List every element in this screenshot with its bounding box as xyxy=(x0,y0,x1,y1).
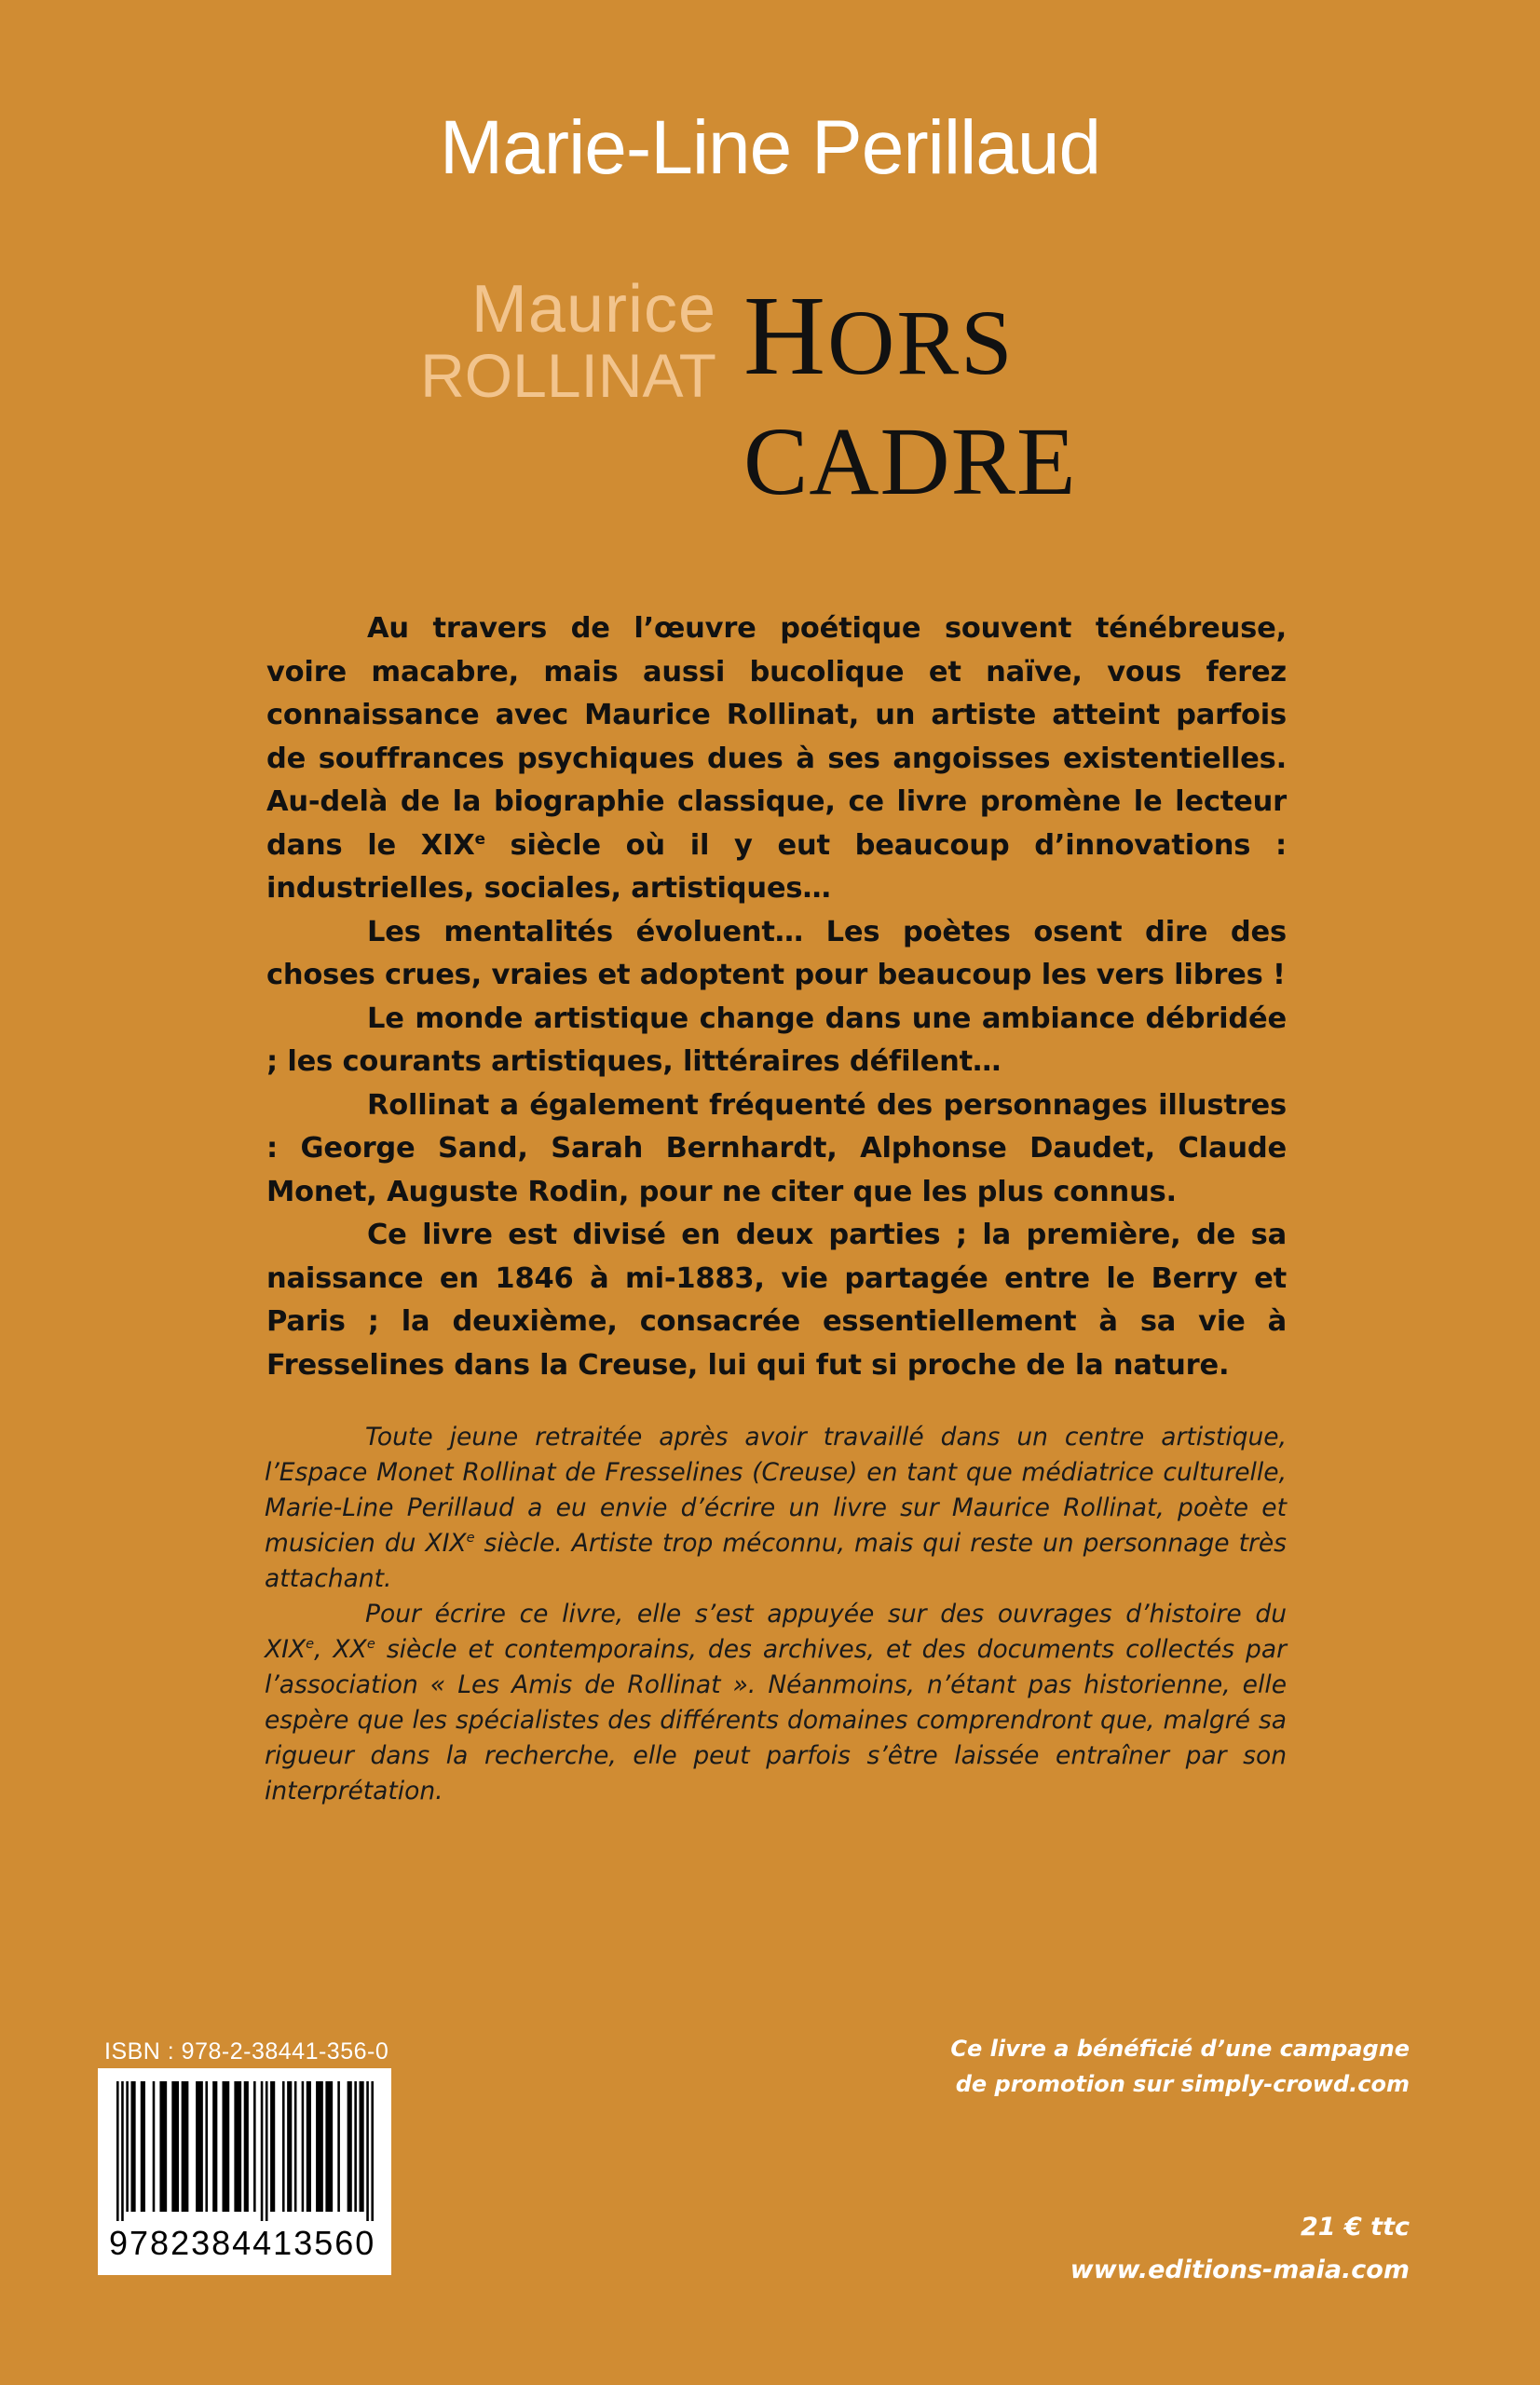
barcode-bar xyxy=(223,2081,230,2212)
barcode-bar xyxy=(348,2081,352,2212)
barcode-bar xyxy=(282,2081,285,2212)
barcode-bar xyxy=(253,2081,256,2212)
barcode-bar xyxy=(261,2081,264,2221)
barcode-bar xyxy=(316,2081,323,2212)
barcode-bar xyxy=(294,2081,297,2212)
barcode-digits: 9782384413560 xyxy=(109,2224,376,2262)
promotion-line: Ce livre a bénéficié d’une campagne xyxy=(950,2036,1410,2062)
barcode-bar xyxy=(196,2081,203,2212)
barcode-bar xyxy=(307,2081,311,2212)
summary-text: Au travers de l’œuvre poétique souvent ténébreuse, voire macabre, mais aussi bucolique et naïve, vous ferez connaissance avec Maurice Rollinat, un artiste atteint parfois de souffrances psychiques dues à ses angoisses existentielles. Au-delà de la biographie classique, ce livre promène le lecteur dans le XIX xyxy=(266,612,1287,862)
bio-text: siècle et contemporains, des archives, et des documents collectés par l’association « Les Amis de Rollinat ». Néanmoins, n’étant pas historienne, elle espère que les spécialistes des différents domaines comprendront que, malgré sa rigueur dans la recherche, elle peut parfois s’être laissée entraîner par son interprétation. xyxy=(265,1635,1287,1806)
title-rest: ORS xyxy=(827,291,1015,394)
barcode-bar xyxy=(287,2081,292,2212)
summary-paragraph: Ce livre est divisé en deux parties ; la première, de sa naissance en 1846 à mi-1883, vie partagée entre le Berry et Paris ; la deuxième, consacrée essentiellement à sa vie à Fresselines dans la Creuse, lui qui fut si proche de la nature. xyxy=(266,1219,1287,1382)
superscript: e xyxy=(466,1530,475,1547)
title-initial: H xyxy=(743,273,828,399)
barcode-bar xyxy=(159,2081,167,2212)
book-summary xyxy=(266,607,1287,1387)
barcode-bar xyxy=(141,2081,145,2212)
book-title xyxy=(743,273,1077,515)
barcode-bar xyxy=(126,2081,129,2212)
barcode-bar xyxy=(234,2081,241,2212)
barcode-bar xyxy=(371,2081,374,2221)
barcode xyxy=(98,2068,391,2275)
barcode-bar xyxy=(366,2081,369,2221)
barcode-bar xyxy=(116,2081,119,2221)
author-bio xyxy=(265,1420,1287,1809)
summary-paragraph xyxy=(266,607,1287,911)
bio-paragraph xyxy=(265,1420,1287,1597)
barcode-bars xyxy=(113,2081,377,2221)
barcode-bar xyxy=(182,2081,189,2212)
barcode-bar xyxy=(153,2081,156,2212)
subject-last-name: ROLLINAT xyxy=(420,341,716,410)
price: 21 € ttc xyxy=(1301,2213,1410,2242)
barcode-bar xyxy=(121,2081,124,2221)
barcode-bar xyxy=(212,2081,217,2212)
barcode-bar xyxy=(325,2081,333,2212)
summary-text: siècle où il y eut beaucoup d’innovations : industrielles, sociales, artistiques… xyxy=(266,828,1288,905)
summary-paragraph: Les mentalités évoluent… Les poètes osent dire des choses crues, vraies et adoptent pour beaucoup les vers libres ! xyxy=(266,915,1287,991)
isbn-label: ISBN : 978-2-38441-356-0 xyxy=(104,2038,389,2065)
bio-text: Pour écrire ce livre, elle s’est appuyée sur des ouvrages d’histoire du XIX xyxy=(265,1600,1287,1664)
bio-text: siècle. Artiste trop méconnu, mais qui reste un personnage très attachant. xyxy=(265,1529,1287,1593)
barcode-bar xyxy=(244,2081,249,2212)
promotion-line: de promotion sur simply-crowd.com xyxy=(955,2071,1410,2097)
superscript: e xyxy=(306,1636,315,1653)
barcode-bar xyxy=(360,2081,364,2212)
bio-text: Toute jeune retraitée après avoir travaillé dans un centre artistique, l’Espace Monet Rollinat de Fresselines (Creuse) en tant que médiatrice culturelle, Marie-Line Perillaud a eu envie d’écrire un livre sur Maurice Rollinat, poète et musicien du XIX xyxy=(265,1423,1287,1558)
barcode-bar xyxy=(302,2081,305,2212)
bio-paragraph xyxy=(265,1597,1287,1809)
barcode-bar xyxy=(205,2081,208,2212)
promotion-note xyxy=(950,2031,1410,2102)
title-line-2: CADRE xyxy=(743,408,1077,515)
barcode-bar xyxy=(130,2081,135,2212)
publisher-website: www.editions-maia.com xyxy=(1070,2256,1410,2284)
bio-text: , XX xyxy=(314,1635,367,1664)
barcode-bar xyxy=(337,2081,340,2212)
superscript: e xyxy=(474,828,485,848)
summary-paragraph: Le monde artistique change dans une ambiance débridée ; les courants artistiques, littéraires défilent… xyxy=(266,1002,1287,1078)
author-name: Marie-Line Perillaud xyxy=(439,105,1101,190)
barcode-bar xyxy=(171,2081,179,2212)
superscript: e xyxy=(366,1636,375,1653)
subject-name xyxy=(420,272,716,410)
barcode-bar xyxy=(354,2081,357,2212)
summary-paragraph: Rollinat a également fréquenté des personnages illustres : George Sand, Sarah Bernhardt, Alphonse Daudet, Claude Monet, Auguste Rodin, pour ne citer que les plus connus. xyxy=(266,1088,1287,1208)
subject-first-name: Maurice xyxy=(470,272,716,347)
barcode-bar xyxy=(266,2081,268,2221)
barcode-bar xyxy=(270,2081,275,2212)
price-block xyxy=(1070,2206,1410,2292)
title-line-1 xyxy=(743,273,1076,399)
